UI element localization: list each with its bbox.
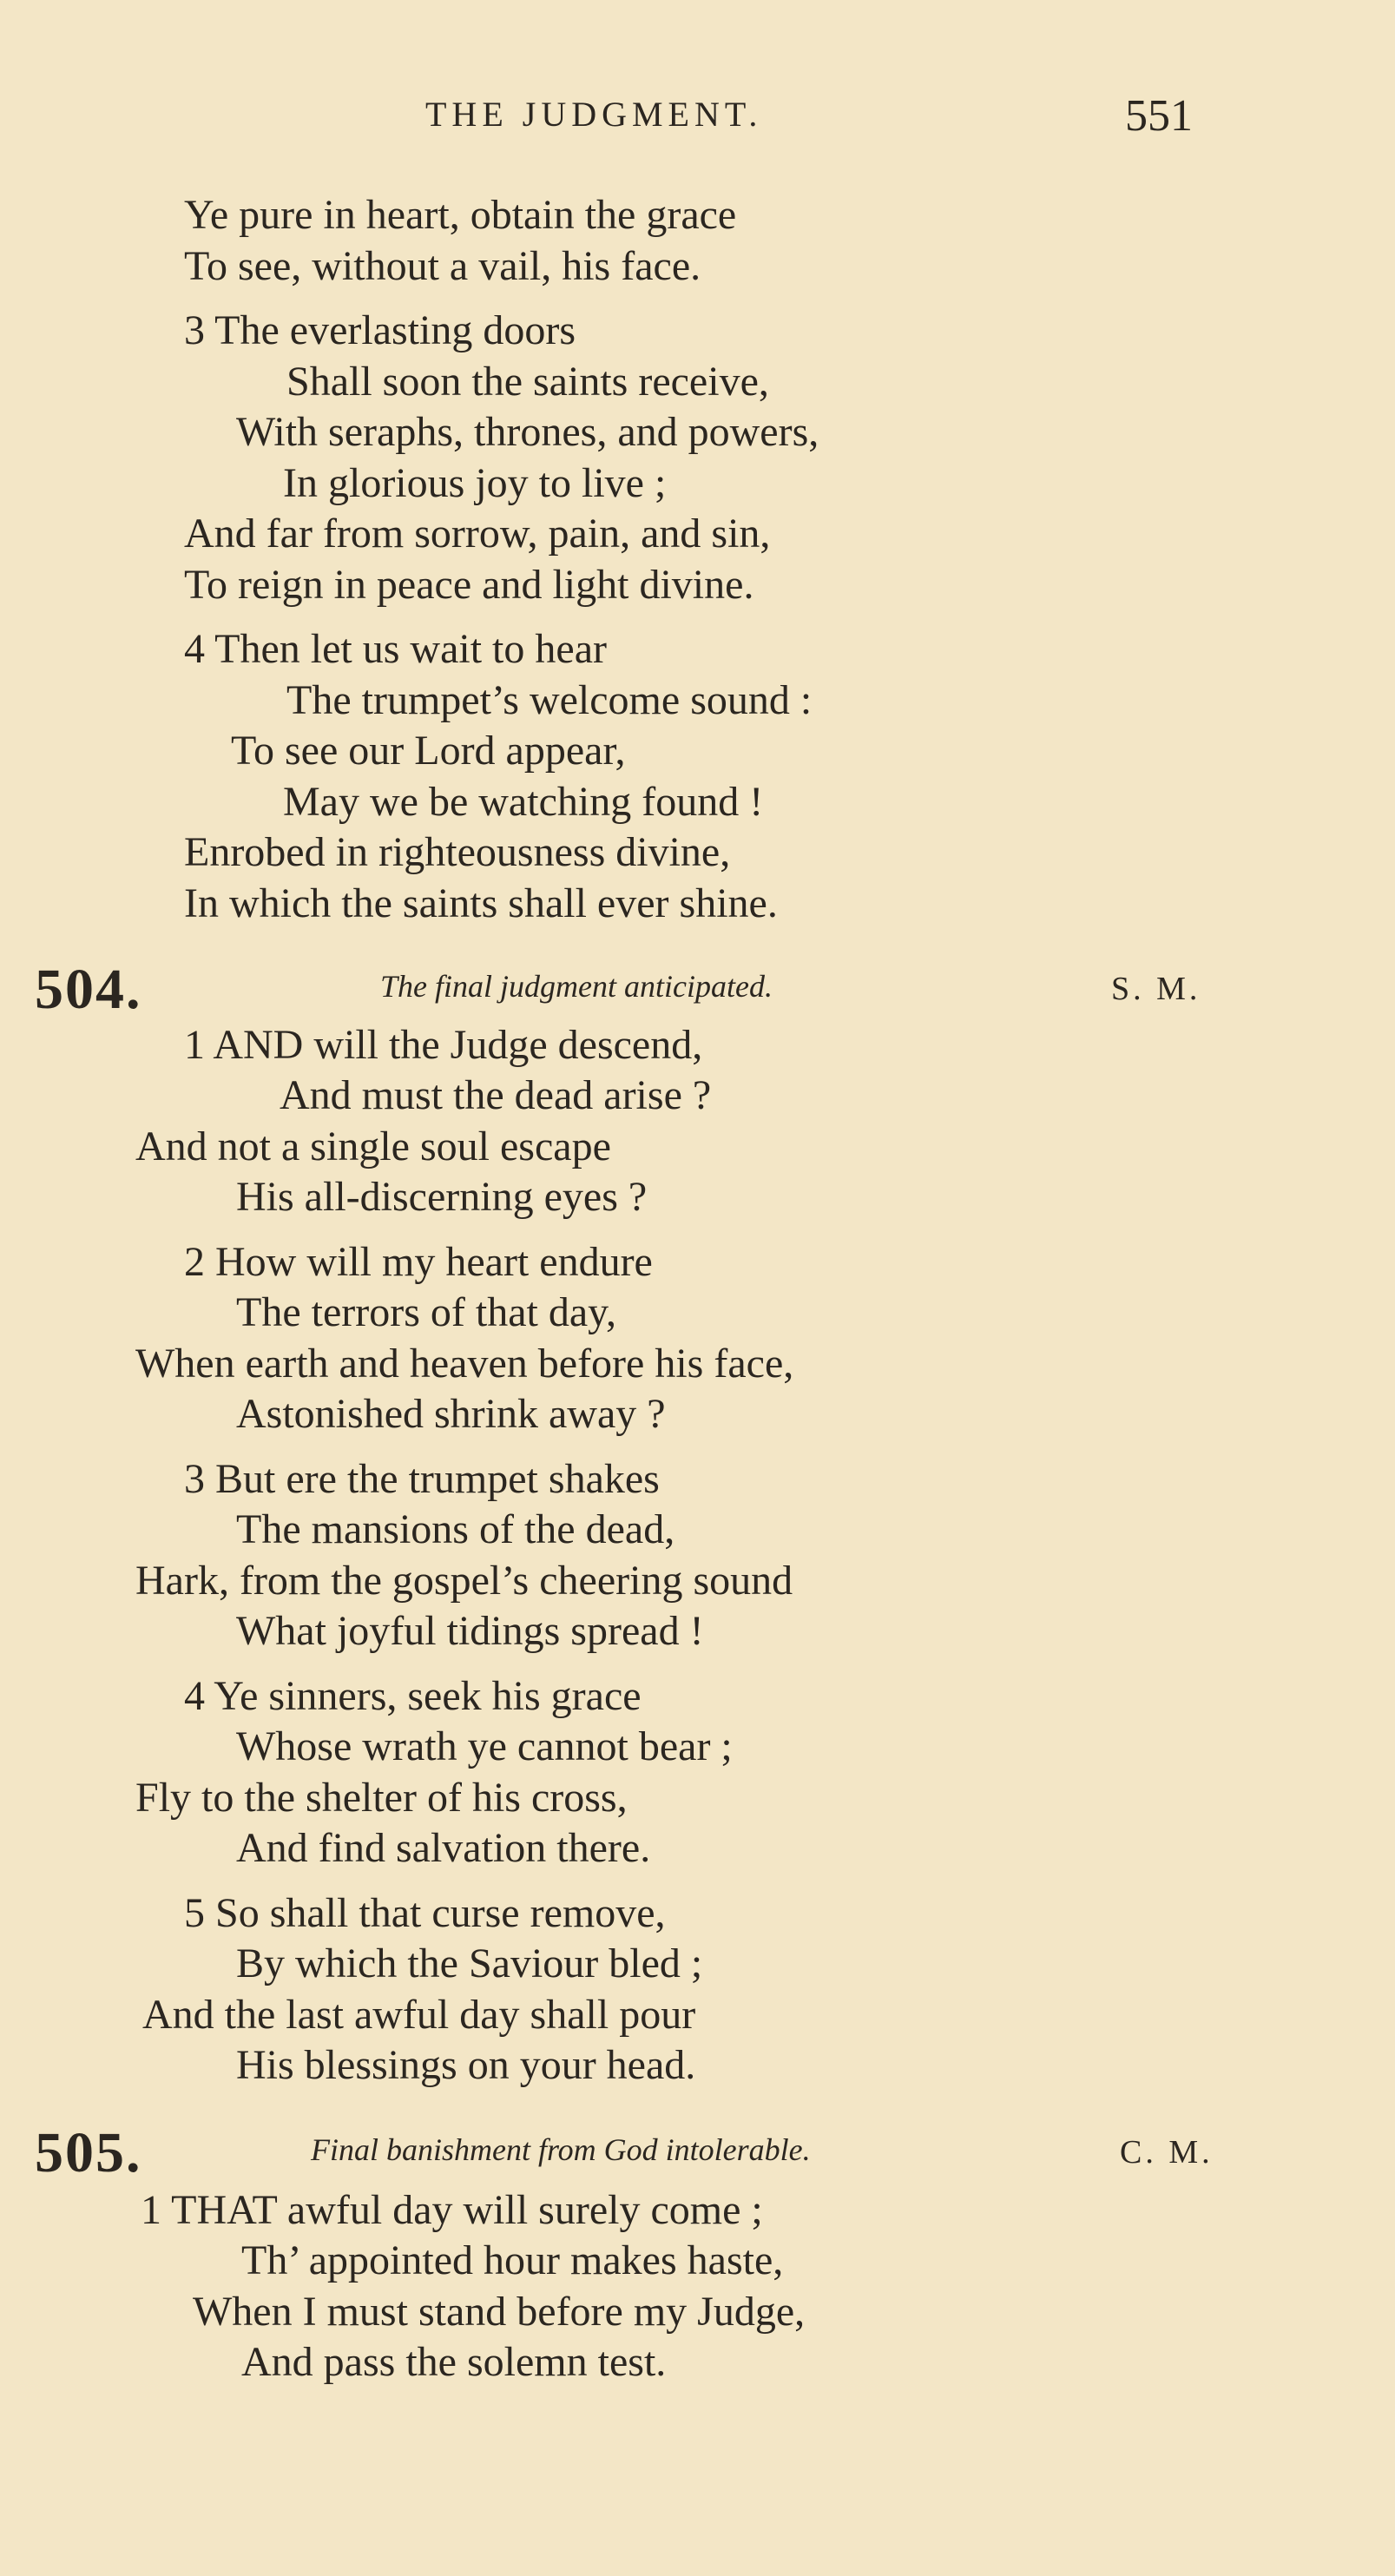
verse-line: What joyful tidings spread ! [236, 1608, 704, 1654]
hymn-number: 505. [35, 2121, 142, 2184]
verse-line: His blessings on your head. [236, 2042, 696, 2088]
verse-line: To reign in peace and light divine. [184, 562, 754, 608]
hymn-meter: S. M. [1111, 971, 1201, 1007]
verse-line: By which the Saviour bled ; [236, 1940, 703, 1986]
verse-line: And find salvation there. [236, 1825, 651, 1871]
hymn-title: The final judgment anticipated. [380, 969, 773, 1004]
verse-line: The terrors of that day, [236, 1289, 617, 1335]
verse-line: 4 Ye sinners, seek his grace [184, 1673, 642, 1719]
verse-line: And the last awful day shall pour [142, 1992, 696, 2038]
page-number: 551 [1125, 91, 1193, 141]
verse-line: And must the dead arise ? [280, 1072, 712, 1118]
verse-line: The mansions of the dead, [236, 1506, 675, 1552]
hymn-title: Final banishment from God intolerable. [311, 2132, 811, 2167]
verse-line: 2 How will my heart endure [184, 1239, 653, 1285]
verse-line: Astonished shrink away ? [236, 1391, 666, 1437]
verse-line: May we be watching found ! [283, 779, 764, 825]
verse-line: Hark, from the gospel’s cheering sound [135, 1558, 793, 1604]
verse-line: 3 The everlasting doors [184, 307, 576, 353]
verse-line: And not a single soul escape [135, 1123, 611, 1169]
verse-line: And far from sorrow, pain, and sin, [184, 511, 771, 557]
verse-line: 3 But ere the trumpet shakes [184, 1456, 660, 1502]
verse-line: When I must stand before my Judge, [193, 2289, 806, 2335]
verse-line: And pass the solemn test. [241, 2339, 667, 2385]
verse-line: 1 THAT awful day will surely come ; [141, 2187, 763, 2233]
verse-line: His all-discerning eyes ? [236, 1174, 648, 1220]
verse-line: The trumpet’s welcome sound : [286, 677, 813, 723]
hymn-number: 504. [35, 958, 142, 1021]
verse-line: To see our Lord appear, [231, 728, 626, 774]
verse-line: Th’ appointed hour makes haste, [241, 2237, 784, 2283]
verse-line: Whose wrath ye cannot bear ; [236, 1723, 733, 1769]
verse-line: When earth and heaven before his face, [135, 1341, 794, 1387]
verse-line: Ye pure in heart, obtain the grace [184, 192, 737, 238]
verse-line: Enrobed in righteousness divine, [184, 829, 731, 875]
verse-line: 4 Then let us wait to hear [184, 626, 607, 672]
verse-line: 5 So shall that curse remove, [184, 1890, 666, 1936]
verse-line: 1 AND will the Judge descend, [184, 1022, 703, 1068]
running-header-title: THE JUDGMENT. [425, 95, 763, 134]
verse-line: With seraphs, thrones, and powers, [236, 409, 819, 455]
verse-line: Shall soon the saints receive, [286, 359, 769, 405]
verse-line: To see, without a vail, his face. [184, 243, 701, 289]
verse-line: In glorious joy to live ; [283, 460, 667, 506]
verse-line: Fly to the shelter of his cross, [135, 1775, 628, 1821]
verse-line: In which the saints shall ever shine. [184, 880, 778, 926]
hymn-meter: C. M. [1120, 2134, 1214, 2171]
